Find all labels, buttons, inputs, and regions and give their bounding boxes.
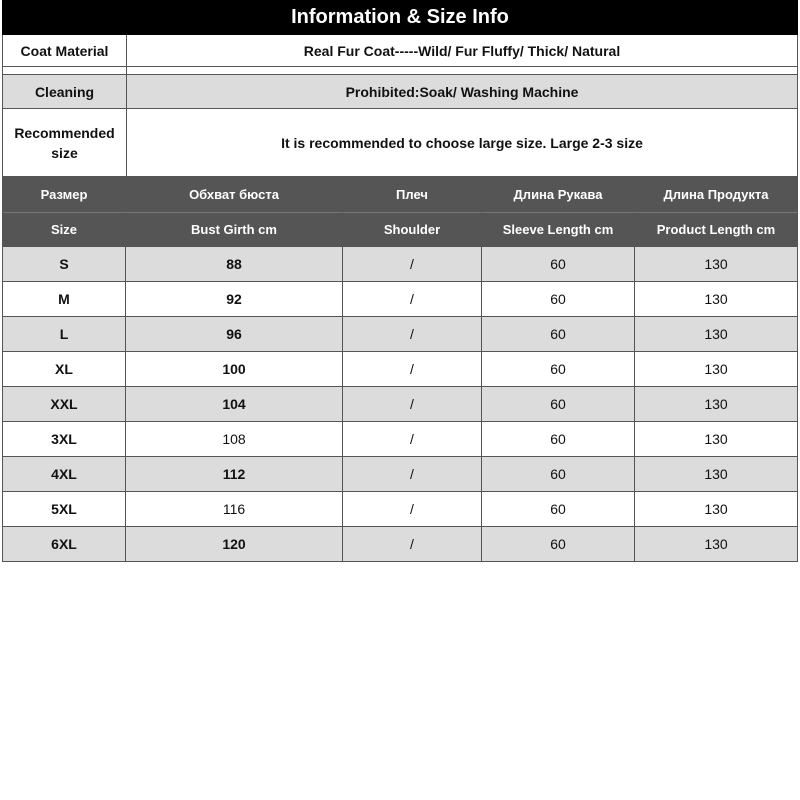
- size-cell: L: [3, 317, 126, 351]
- sleeve-length-cell: 60: [482, 282, 635, 316]
- recommended-size-value: It is recommended to choose large size. Large 2-3 size: [281, 134, 643, 151]
- bust-girth-cell: 88: [126, 247, 343, 281]
- column-header-sleeve-length: Sleeve Length cm: [482, 212, 635, 246]
- bust-girth-cell: 92: [126, 282, 343, 316]
- table-row: [2, 247, 798, 282]
- spacer-cell: [3, 67, 127, 74]
- table-row: [2, 387, 798, 422]
- shoulder-cell: /: [343, 457, 482, 491]
- chart-title: Information & Size Info: [2, 0, 798, 35]
- column-header-shoulder: Shoulder: [343, 212, 482, 246]
- size-chart: [2, 0, 798, 562]
- sleeve-length-cell: 60: [482, 352, 635, 386]
- size-cell: 4XL: [3, 457, 126, 491]
- product-length-cell: 130: [635, 387, 798, 421]
- product-length-cell: 130: [635, 527, 798, 561]
- column-header-shoulder: Плеч: [343, 177, 482, 211]
- shoulder-cell: /: [343, 527, 482, 561]
- table-header-en: [2, 212, 798, 247]
- bust-girth-cell: 104: [126, 387, 343, 421]
- table-row: [2, 422, 798, 457]
- shoulder-cell: /: [343, 352, 482, 386]
- table-row: [2, 457, 798, 492]
- shoulder-cell: /: [343, 317, 482, 351]
- column-header-size: Размер: [3, 177, 126, 211]
- bust-girth-cell: 120: [126, 527, 343, 561]
- sleeve-length-cell: 60: [482, 527, 635, 561]
- size-cell: XL: [3, 352, 126, 386]
- column-header-size: Size: [3, 212, 126, 246]
- coat-material-label: Coat Material: [3, 35, 127, 66]
- column-header-product-length: Длина Продукта: [635, 177, 798, 211]
- shoulder-cell: /: [343, 492, 482, 526]
- table-row: [2, 317, 798, 352]
- bust-girth-cell: 112: [126, 457, 343, 491]
- size-cell: 6XL: [3, 527, 126, 561]
- recommended-size-label: Recommended size: [3, 109, 127, 176]
- cleaning-label: Cleaning: [3, 75, 127, 108]
- sleeve-length-cell: 60: [482, 492, 635, 526]
- recommended-size-row: [2, 109, 798, 177]
- coat-material-row: [2, 35, 798, 67]
- table-row: [2, 492, 798, 527]
- sleeve-length-cell: 60: [482, 422, 635, 456]
- table-header-ru: [2, 177, 798, 212]
- spacer-row: [2, 67, 798, 75]
- sleeve-length-cell: 60: [482, 387, 635, 421]
- product-length-cell: 130: [635, 282, 798, 316]
- product-length-cell: 130: [635, 352, 798, 386]
- bust-girth-cell: 96: [126, 317, 343, 351]
- coat-material-value: Real Fur Coat-----Wild/ Fur Fluffy/ Thick/ Natural: [303, 42, 621, 59]
- size-table: [2, 177, 798, 562]
- shoulder-cell: /: [343, 282, 482, 316]
- size-cell: 3XL: [3, 422, 126, 456]
- size-cell: 5XL: [3, 492, 126, 526]
- bust-girth-cell: 100: [126, 352, 343, 386]
- shoulder-cell: /: [343, 247, 482, 281]
- spacer-cell: [127, 67, 797, 74]
- size-cell: M: [3, 282, 126, 316]
- column-header-product-length: Product Length cm: [635, 212, 798, 246]
- size-cell: S: [3, 247, 126, 281]
- column-header-sleeve-length: Длина Рукава: [482, 177, 635, 211]
- cleaning-row: [2, 75, 798, 109]
- product-length-cell: 130: [635, 422, 798, 456]
- product-length-cell: 130: [635, 492, 798, 526]
- table-row: [2, 352, 798, 387]
- bust-girth-cell: 116: [126, 492, 343, 526]
- product-length-cell: 130: [635, 457, 798, 491]
- bust-girth-cell: 108: [126, 422, 343, 456]
- product-length-cell: 130: [635, 317, 798, 351]
- cleaning-value: Prohibited:Soak/ Washing Machine: [345, 83, 579, 100]
- column-header-bust-girth: Обхват бюста: [126, 177, 343, 211]
- sleeve-length-cell: 60: [482, 247, 635, 281]
- shoulder-cell: /: [343, 422, 482, 456]
- sleeve-length-cell: 60: [482, 457, 635, 491]
- table-row: [2, 282, 798, 317]
- product-length-cell: 130: [635, 247, 798, 281]
- shoulder-cell: /: [343, 387, 482, 421]
- column-header-bust-girth: Bust Girth cm: [126, 212, 343, 246]
- table-row: [2, 527, 798, 562]
- sleeve-length-cell: 60: [482, 317, 635, 351]
- size-cell: XXL: [3, 387, 126, 421]
